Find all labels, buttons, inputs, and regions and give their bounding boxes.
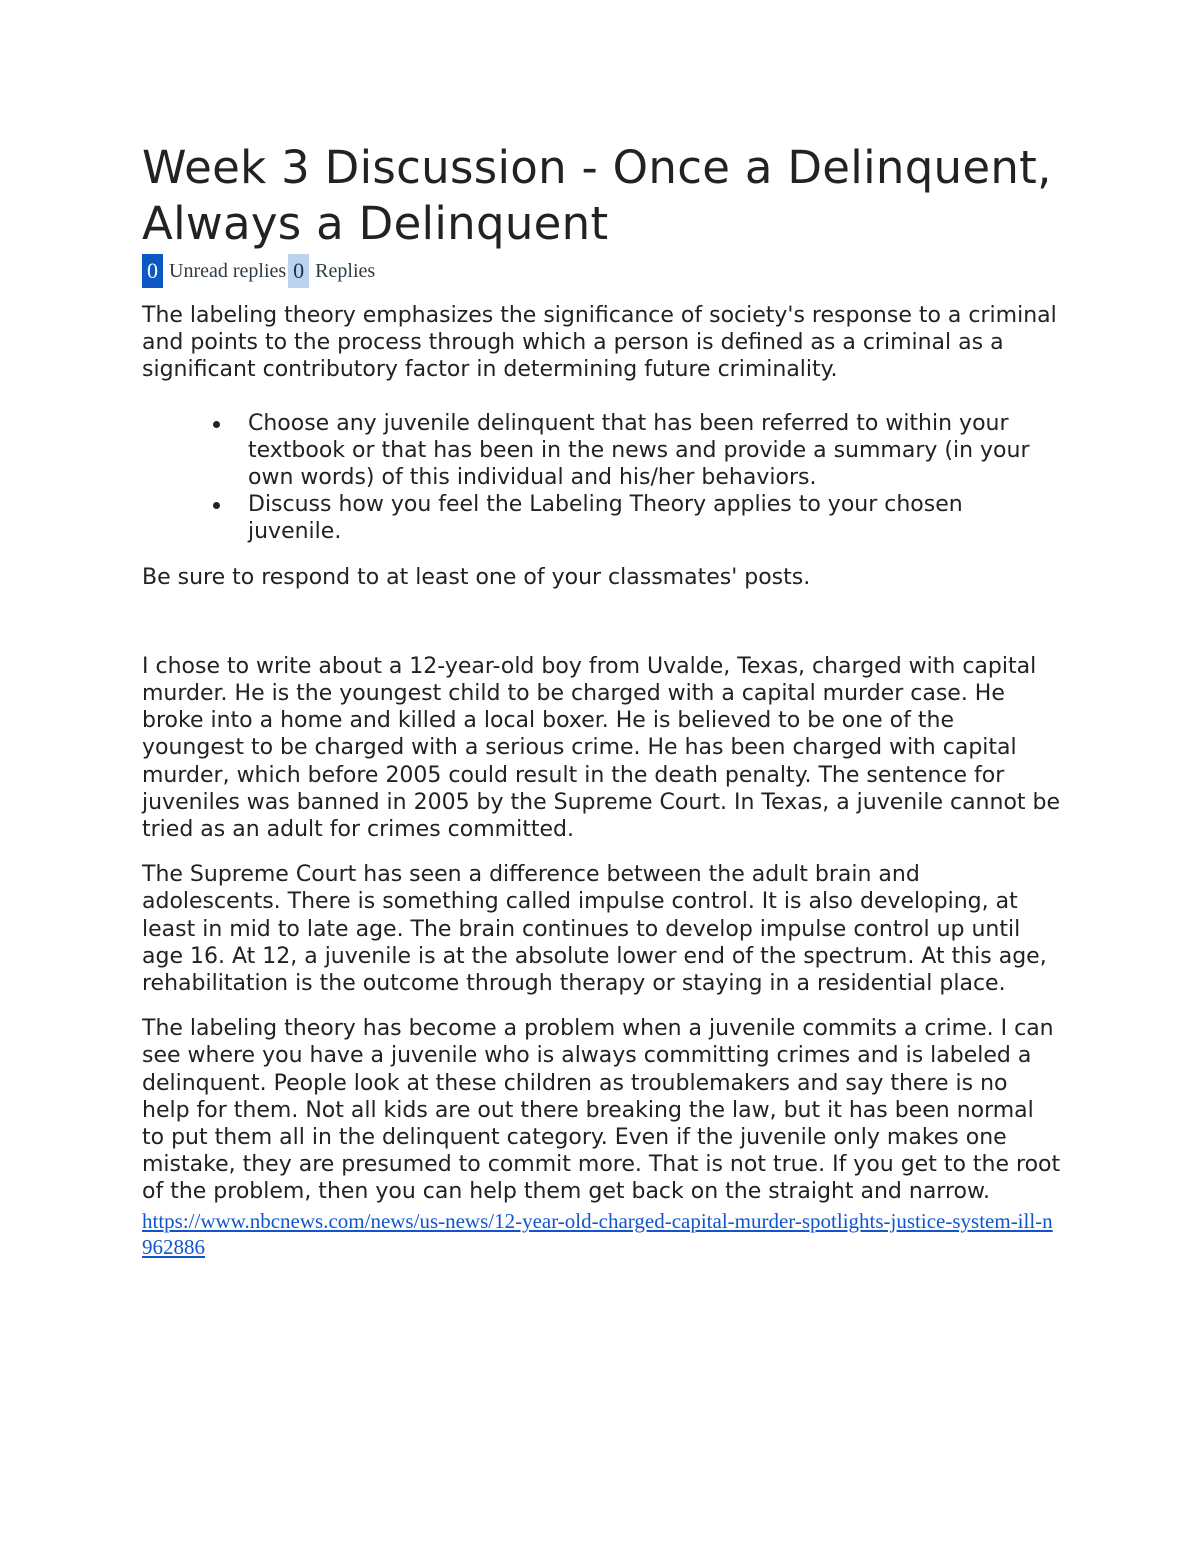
response-paragraph: The Supreme Court has seen a difference between the adult brain and adolescents. There is something called impulse control. It is also developing, at least in mid to late age. The brain continues to develop impulse control up until age 16. At 12, a juvenile is at the absolute lower end of the spectrum. At this age, rehabilitation is the outcome through therapy or staying in a residential place. — [142, 862, 1047, 997]
section-spacer — [142, 591, 1062, 635]
replies-label: Replies — [315, 259, 376, 282]
bullet-text: Discuss how you feel the Labeling Theory applies to your chosen juvenile. — [248, 492, 963, 545]
source-link[interactable]: https://www.nbcnews.com/news/us-news/12-year-old-charged-capital-murder-spotlights-justice-system-ill-n962886 — [142, 1208, 1053, 1259]
response-paragraph: I chose to write about a 12-year-old boy from Uvalde, Texas, charged with capital murder. He is the youngest child to be charged with a capital murder case. He broke into a home and killed a local boxer. He is believed to be one of the youngest to be charged with a serious crime. He has been charged with capital murder, which before 2005 could result in the death penalty. The sentence for juveniles was banned in 2005 by the Supreme Court. In Texas, a juvenile cannot be tried as an adult for crimes committed. — [142, 653, 1061, 843]
bullet-text: Choose any juvenile delinquent that has been referred to within your textbook or that has been in the news and provide a summary (in your own words) of this individual and his/her behaviors. — [248, 410, 1030, 491]
unread-count-badge: 0 — [142, 254, 163, 288]
prompt-intro: The labeling theory emphasizes the significance of society's response to a criminal and points to the process through which a person is defined as a criminal as a significant contributory factor in determining future criminality. — [142, 303, 1057, 383]
bullet-icon — [213, 502, 220, 509]
reply-counts — [142, 256, 1062, 286]
document-page — [142, 140, 1062, 1260]
replies-count-badge: 0 — [288, 254, 309, 288]
unread-label: Unread replies — [169, 259, 287, 282]
response-paragraph: The labeling theory has become a problem when a juvenile commits a crime. I can see where you have a juvenile who is always committing crimes and is labeled a delinquent. People look at these children as troublemakers and say there is no help for them. Not all kids are out there breaking the law, but it has been normal to put them all in the delinquent category. Even if the juvenile only makes one mistake, they are presumed to commit more. That is not true. If you get to the root of the problem, then you can help them get back on the straight and narrow. — [142, 1016, 1061, 1205]
list-item — [142, 491, 1062, 545]
discussion-title: Week 3 Discussion - Once a Delinquent, Always a Delinquent — [142, 141, 1052, 250]
list-item — [142, 410, 1062, 492]
prompt-bullet-list — [142, 410, 1062, 546]
prompt-closing: Be sure to respond to at least one of your classmates' posts. — [142, 564, 811, 590]
bullet-icon — [213, 421, 220, 428]
